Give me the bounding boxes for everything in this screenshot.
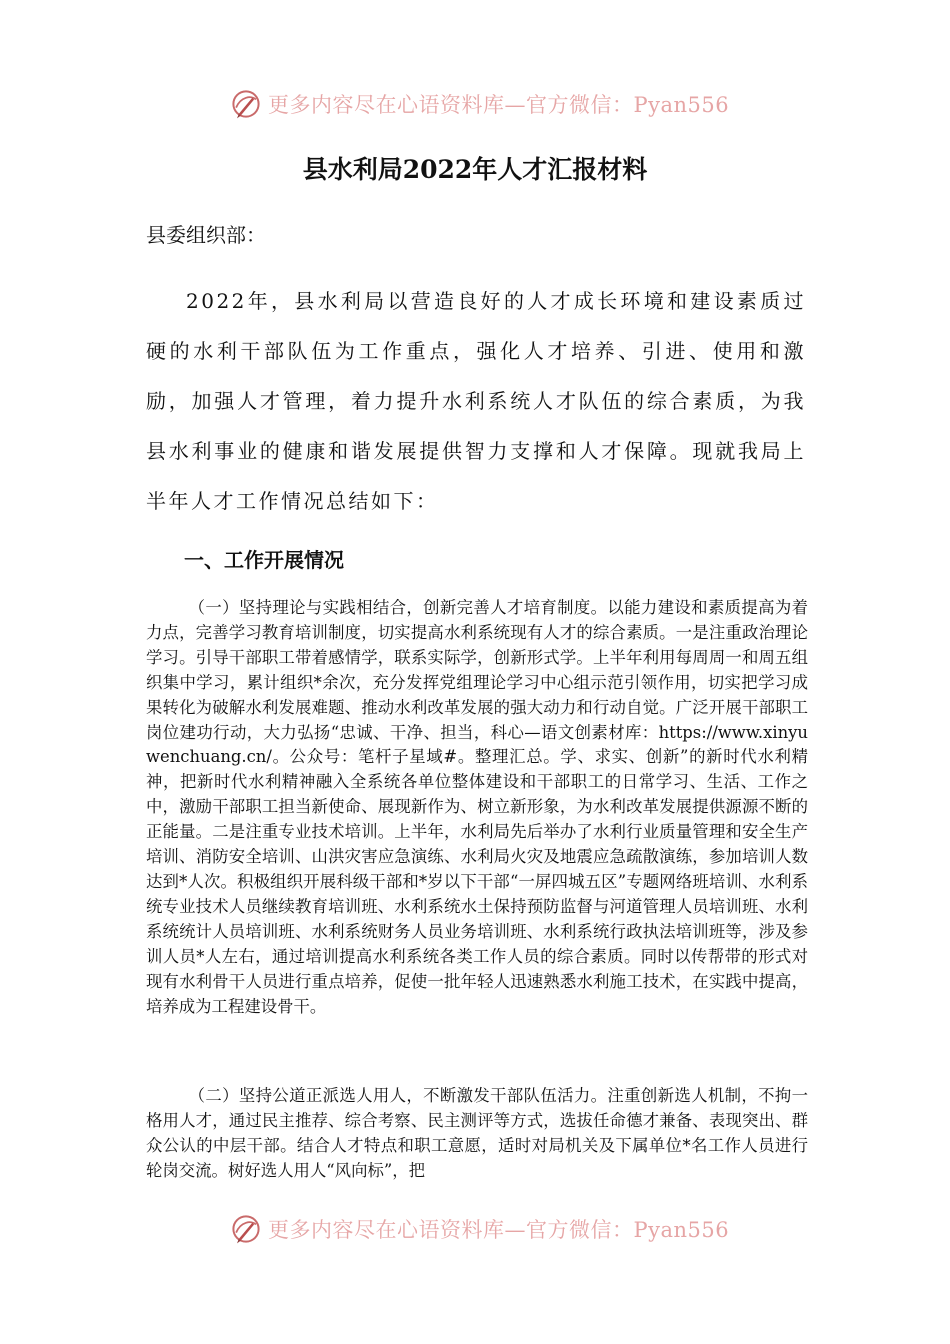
intro-paragraph: 2022年，县水利局以营造良好的人才成长环境和建设素质过硬的水利干部队伍为工作重点，强化人才培养、引进、使用和激励，加强人才管理，着力提升水利系统人才队伍的综合素质，为我县水利事业的健康和谐发展提供智力支撑和人才保障。现就我局上半年人才工作情况总结如下： — [146, 289, 806, 513]
document-title: 县水利局2022年人才汇报材料 — [302, 155, 648, 184]
section-heading: 一、工作开展情况 — [184, 548, 344, 572]
pen-swirl-logo-icon — [228, 1211, 264, 1247]
body-paragraph-1: （一）坚持理论与实践相结合，创新完善人才培育制度。以能力建设和素质提高为着力点，完善学习教育培训制度，切实提高水利系统现有人才的综合素质。一是注重政治理论学习。引导干部职工带着感情学，联系实际学，创新形式学。上半年利用每周周一和周五组织集中学习，累计组织*余次，充分发挥党组理论学习中心组示范引领作用，切实把学习成果转化为破解水利发展难题、推动水利改革发展的强大动力和行动自觉。广泛开展干部职工岗位建功行动，大力弘扬“忠诚、干净、担当，科心—语文创素材库：https://www.xinyuwenchuang.cn/。公众号：笔杆子星域#。整理汇总。学、求实、创新”的新时代水利精神，把新时代水利精神融入全系统各单位整体建设和干部职工的日常学习、生活、工作之中，激励干部职工担当新使命、展现新作为、树立新形象，为水利改革发展提供源源不断的正能量。二是注重专业技术培训。上半年，水利局先后举办了水利行业质量管理和安全生产培训、消防安全培训、山洪灾害应急演练、水利局火灾及地震应急疏散演练，参加培训人数达到*人次。积极组织开展科级干部和*岁以下干部“一屏四城五区”专题网络班培训、水利系统专业技术人员继续教育培训班、水利系统水土保持预防监督与河道管理人员培训班、水利系统统计人员培训班、水利系统财务人员业务培训班、水利系统行政执法培训班等，涉及参训人员*人左右，通过培训提高水利系统各类工作人员的综合素质。同时以传帮带的形式对现有水利骨干人员进行重点培养，促使一批年轻人迅速熟悉水利施工技术，在实践中提高，培养成为工程建设骨干。 — [146, 598, 808, 1016]
watermark-banner-top — [228, 84, 729, 124]
watermark-text: 更多内容尽在心语资料库—官方微信：Pyan556 — [268, 1218, 730, 1242]
body-paragraph-2: （二）坚持公道正派选人用人，不断激发干部队伍活力。注重创新选人机制，不拘一格用人才，通过民主推荐、综合考察、民主测评等方式，选拔任命德才兼备、表现突出、群众公认的中层干部。结合人才特点和职工意愿，适时对局机关及下属单位*名工作人员进行轮岗交流。树好选人用人“风向标”，把 — [146, 1086, 808, 1180]
pen-swirl-logo-icon — [228, 86, 264, 122]
watermark-text: 更多内容尽在心语资料库—官方微信：Pyan556 — [268, 93, 730, 117]
salutation: 县委组织部： — [146, 223, 266, 247]
watermark-banner-bottom — [228, 1209, 729, 1249]
